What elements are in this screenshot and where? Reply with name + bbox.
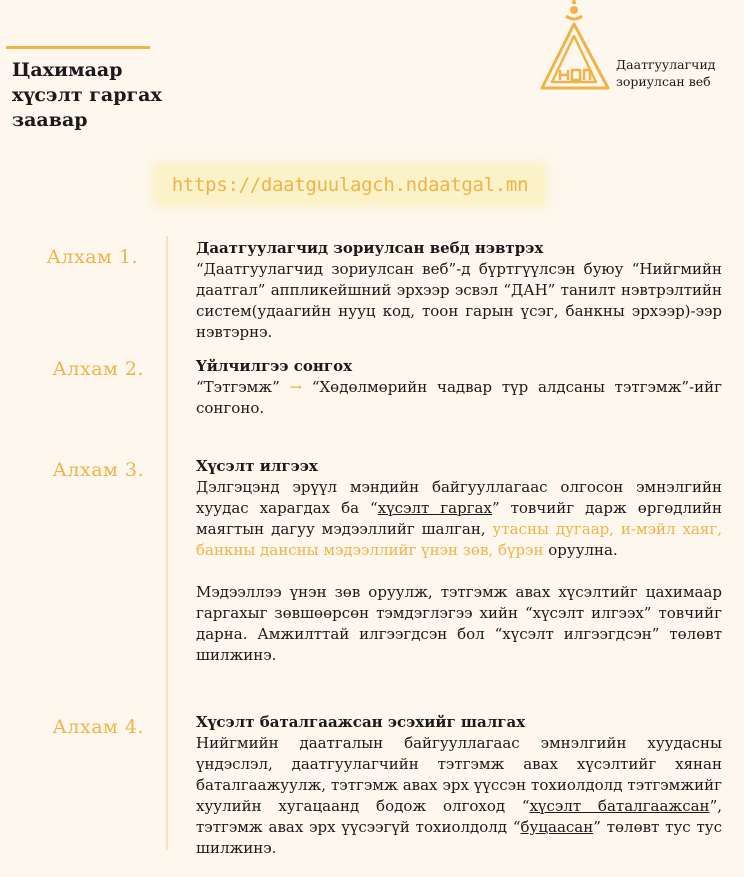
step-2-text <box>196 377 722 419</box>
step-2 <box>196 356 722 419</box>
step-4-text-a: Нийгмийн даатгалын байгууллагаас эмнэлгийн хуудасны үндэслэл, даатгуулагчийн тэтгэмж авах хүсэлтийг хянан баталгаажуулж, тэтгэмж авах эрх үүссэн тохиолдолд тэтгэмжийг хуулийн хугацаанд бодож олгоход “ <box>196 734 722 815</box>
step-4-text-b: ”, тэтгэмж авах эрх үүсээгүй тохиолдолд “ <box>196 797 722 836</box>
step-2-text-b: “Хөдөлмөрийн чадвар түр алдсаны тэтгэмж”-ийг сонгоно. <box>196 378 722 417</box>
arrow-right-icon: → <box>289 378 303 396</box>
ndaatgal-triangle-logo-icon <box>536 0 616 100</box>
submit-request-link[interactable]: хүсэлт гаргах <box>377 499 492 517</box>
header-accent-rule <box>6 46 150 49</box>
step-2-title: Үйлчилгээ сонгох <box>196 357 353 375</box>
timeline-divider <box>166 236 168 850</box>
step-4-text <box>196 733 722 859</box>
request-approved-status: хүсэлт баталгаажсан <box>529 797 710 815</box>
step-3-paragraph-1 <box>196 477 722 561</box>
returned-status: буцаасан <box>520 818 594 836</box>
brand-line-1: Даатгуулагчид <box>616 57 716 72</box>
step-4-text-c: ” төлөвт тус тус шилжинэ. <box>196 818 723 857</box>
step-2-text-a: “Тэтгэмж” <box>196 378 280 396</box>
step-3-highlight: утасны дугаар, и-мэйл хаяг, банкны дансны мэдээллийг үнэн зөв, бүрэн <box>196 520 722 559</box>
document-title: Цахимаар хүсэлт гаргах заавар <box>12 59 162 131</box>
step-3 <box>196 456 722 666</box>
step-1-text: “Даатгуулагчид зориулсан веб”-д бүртгүүлсэн буюу “Нийгмийн даатгал” аппликейшний эрхээр эсвэл “ДАН” танилт нэвтрэлтийн систем(удаагийн нууц код, тоон гарын үсэг, банкны эрхээр)-ээр нэвтэрнэ. <box>196 260 722 341</box>
step-3-label: Алхам 3. <box>52 459 144 481</box>
step-3-text-a: Дэлгэцэнд эрүүл мэндийн байгууллагаас олгосон эмнэлгийн хуудас харагдах ба “ <box>196 478 722 517</box>
step-1-label: Алхам 1. <box>46 246 138 268</box>
brand-caption <box>616 56 736 90</box>
step-1 <box>196 238 722 343</box>
step-1-title: Даатгуулагчид зориулсан вебд нэвтрэх <box>196 239 544 257</box>
step-4-title: Хүсэлт баталгаажсан эсэхийг шалгах <box>196 713 526 731</box>
step-2-label: Алхам 2. <box>52 358 144 380</box>
step-3-paragraph-2: Мэдээллээ үнэн зөв оруулж, тэтгэмж авах хүсэлтийг цахимаар гаргахыг зөвшөөрсөн тэмдэглэгээ хийн “хүсэлт илгээх” товчийг дарна. Амжилттай илгээгдсэн бол “хүсэлт илгээгдсэн” төлөвт шилжинэ. <box>196 583 722 664</box>
step-4 <box>196 712 722 859</box>
step-3-title: Хүсэлт илгээх <box>196 457 318 475</box>
ndaatgal-logo <box>536 0 616 100</box>
website-url: https://daatguulagch.ndaatgal.mn <box>158 168 542 202</box>
step-3-text-c: оруулна. <box>543 541 618 559</box>
step-3-text-b: ” товчийг дарж өргөдлийн маягтын дагуу мэдээллийг шалган, <box>196 499 722 538</box>
brand-line-2: зориулсан веб <box>616 74 711 89</box>
step-4-label: Алхам 4. <box>52 716 144 738</box>
